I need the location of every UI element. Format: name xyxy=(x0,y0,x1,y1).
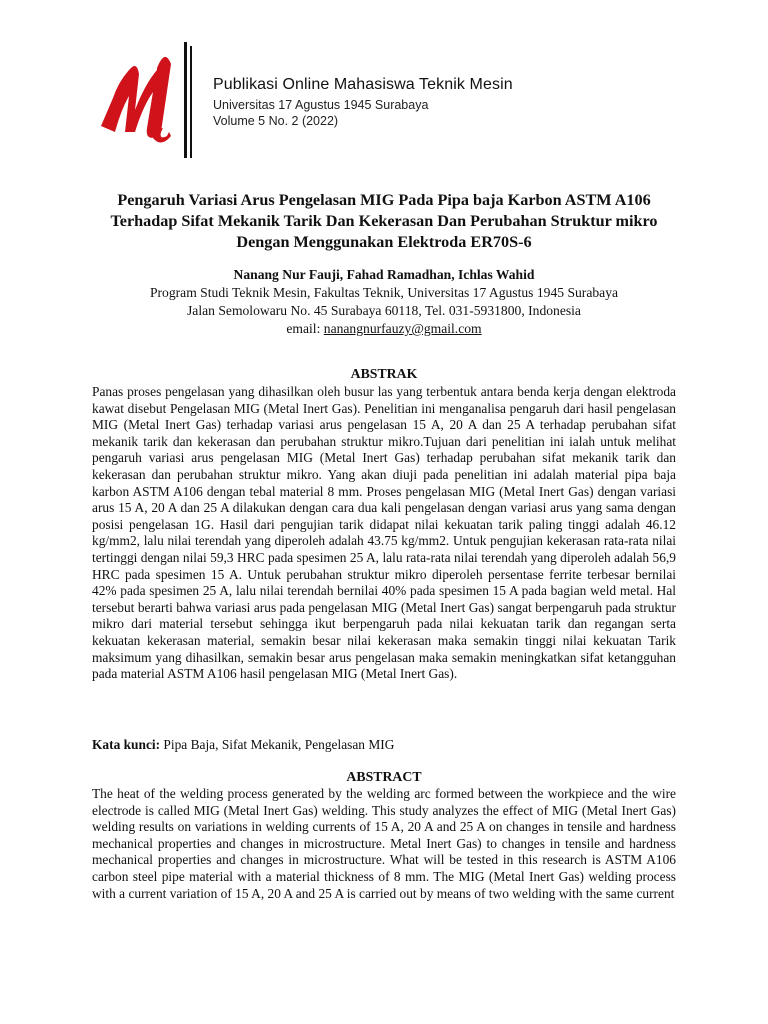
abstract-text: The heat of the welding process generated by the welding arc formed between the workpiece and the wire electrode is called MIG (Metal Inert Gas) welding. This study analyzes the effect of MIG (Metal Inert Gas) welding results on variations in welding currents of 15 A, 20 A and 25 A on changes in tensile and hardness mechanical properties and changes in microstructure. Metal Inert Gas) to changes in tensile and hardness mechanical properties and changes in microstructure. What will be tested in this research is ASTM A106 carbon steel pipe material with a material thickness of 8 mm. The MIG (Metal Inert Gas) welding process with a current variation of 15 A, 20 A and 25 A is carried out by means of two welding with the same current xyxy=(92,786,676,901)
affiliation-line-1: Program Studi Teknik Mesin, Fakultas Teknik, Universitas 17 Agustus 1945 Surabaya xyxy=(149,285,619,300)
author-names: Nanang Nur Fauji, Fahad Ramadhan, Ichlas Wahid xyxy=(233,267,535,282)
journal-university: Universitas 17 Agustus 1945 Surabaya xyxy=(213,98,429,112)
journal-info xyxy=(213,76,513,129)
journal-volume: Volume 5 No. 2 (2022) xyxy=(213,114,339,128)
journal-logo xyxy=(95,40,205,165)
email-link[interactable]: nanangnurfauzy@gmail.com xyxy=(323,321,482,336)
abstrak-text: Panas proses pengelasan yang dihasilkan oleh busur las yang terbentuk antara benda kerja dengan elektroda kawat disebut Pengelasan MIG (Metal Inert Gas). Penelitian ini menganalisa pengaruh dari hasil pengelasan MIG (Metal Inert Gas) terhadap variasi arus pengelasan 15 A, 20 A dan 25 A terhadap perubahan sifat mekanik tarik dan kekerasan dan perubahan struktur mikro.Tujuan dari penelitian ini ialah untuk melihat pengaruh variasi arus pengelasan MIG (Metal Inert Gas) terhadap perubahan sifat mekanik tarik dan kekerasan dan perubahan struktur mikro. Yang akan diuji pada penelitian ini adalah material pipa baja karbon ASTM A106 dengan tebal material 8 mm. Proses pengelasan MIG (Metal Inert Gas) dengan variasi arus 15 A, 20 A dan 25 A dilakukan dengan cara dua kali pengelasan dengan variasi arus yang sama dengan posisi pengelasan 1G. Hasil dari pengujian tarik didapat nilai kekuatan tarik paling tinggi adalah 46.12 kg/mm2, lalu nilai terendah yang diperoleh adalah 43.75 kg/mm2. Untuk pengujian kekerasan rata-rata nilai tertinggi dengan nilai 59,3 HRC pada spesimen 25 A, lalu rata-rata nilai terendah yang diperoleh adalah 56,9 HRC pada spesimen 15 A. Untuk perubahan struktur mikro diperoleh persentase ferrite terbesar bernilai 42% pada spesimen 25 A, lalu nilai terendah bernilai 40% pada spesimen 15 A pada bagian weld metal. Hal tersebut berarti bahwa variasi arus pada pengelasan MIG (Metal Inert Gas) sangat berpengaruh pada struktur mikro dari material tersebut sehingga ikut berpengaruh pada nilai kekuatan tarik dan regangan serta kekuatan kekerasan material, semakin besar nilai kekerasan maka semakin tinggi nilai kekuatan Tarik maksimum yang dihasilkan, semakin besar arus pengelasan maka semakin meningkatkan sifat ketangguhan pada material ASTM A106 hasil pengelasan MIG (Metal Inert Gas). xyxy=(92,384,676,682)
keywords-value: Pipa Baja, Sifat Mekanik, Pengelasan MIG xyxy=(160,737,395,752)
affiliation-line-2: Jalan Semolowaru No. 45 Surabaya 60118, Tel. 031-5931800, Indonesia xyxy=(187,303,581,318)
abstrak-heading: ABSTRAK xyxy=(350,366,418,381)
paper-title: Pengaruh Variasi Arus Pengelasan MIG Pada Pipa baja Karbon ASTM A106 Terhadap Sifat Mekanik Tarik Dan Kekerasan Dan Perubahan Struktur mikro Dengan Menggunakan Elektroda ER70S-6 xyxy=(110,191,658,251)
journal-header xyxy=(95,40,655,165)
abstract-heading: ABSTRACT xyxy=(346,769,422,784)
email-line xyxy=(92,320,676,338)
author-block xyxy=(92,266,676,338)
email-label: email: xyxy=(286,321,324,336)
keywords-line xyxy=(92,737,676,753)
journal-title: Publikasi Online Mahasiswa Teknik Mesin xyxy=(213,76,513,93)
keywords-label: Kata kunci: xyxy=(92,737,161,752)
